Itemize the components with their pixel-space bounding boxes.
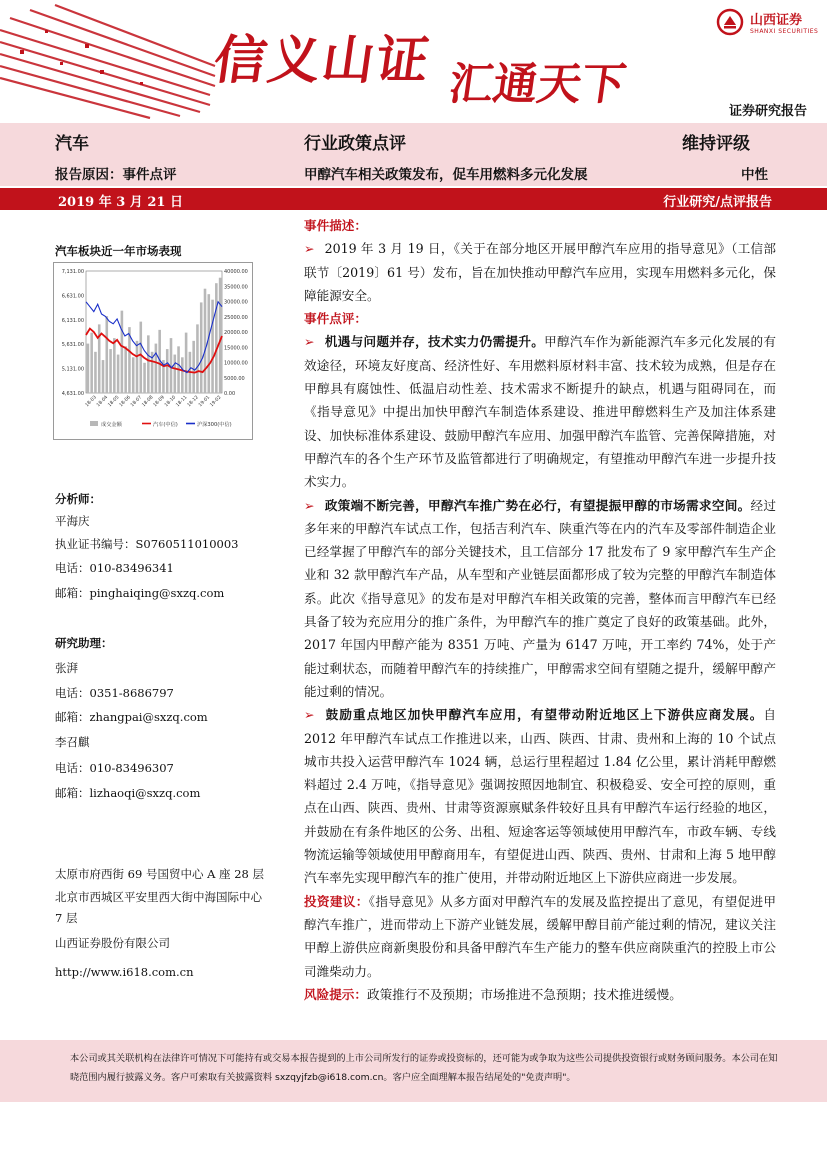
bullet-icon: ➢ xyxy=(304,334,315,350)
point2-title: 政策端不断完善，甲醇汽车推广势在必行，有望提振甲醇的市场需求空间。 xyxy=(324,497,751,513)
disclaimer-text: 本公司或其关联机构在法律许可情况下可能持有或交易本报告提到的上市公司所发行的证券或投资标的，还可能为或争取为这些公司提供投资银行或财务顾问服务。本公司在知晓范围内履行披露义务。客户可索取有关披露资料 sxzqyjfzb@i618.com.cn。客户应全面理解本报告结尾处的"免责声明"。 xyxy=(70,1053,778,1083)
bullet-icon: ➢ xyxy=(304,707,315,723)
right-axis-tick: 0.00 xyxy=(224,391,236,397)
volume-bar xyxy=(113,338,116,393)
right-axis-tick: 25000.00 xyxy=(224,314,248,321)
x-axis-tick: 18-03 xyxy=(84,395,98,409)
x-axis-tick: 18-07 xyxy=(130,395,144,409)
left-axis-tick: 7,131.00 xyxy=(61,269,84,275)
point3-text: 自 2012 年甲醇汽车试点工作推进以来，山西、陕西、甘肃、贵州和上海的 10 个试点城市共投入运营甲醇汽车 1024 辆，总运行里程超过 1.84 亿公里，累计消耗甲醇燃料超过 2.4 万吨，《指导意见》强调按照因地制宜、积极稳妥、安全可控的原则，重点在山西、陕西、贵州、甘肃等资源禀赋条件较好且具有甲醇汽车运行经验的地区，并鼓励在有条件地区的公务、出租、短途客运等领域使用甲醇汽车，市政车辆、专线物流运输等领域使用甲醇商用车，有望促进山西、陕西、贵州、甘肃和上海 5 地甲醇汽车率先实现甲醇汽车的推广使用，并带动附近地区上下游供应商进一步发展。 xyxy=(304,707,776,886)
volume-bar xyxy=(139,322,142,393)
assistant1-phone: 电话：0351-8686797 xyxy=(55,686,174,700)
volume-bar xyxy=(87,344,90,393)
x-axis-tick: 18-06 xyxy=(118,395,132,409)
risk-heading: 风险提示： xyxy=(304,986,367,1002)
volume-bar xyxy=(90,333,93,393)
main-content xyxy=(304,214,776,1006)
point1-text: 甲醇汽车作为新能源汽车多元化发展的有效途径，环境友好度高、经济性好、车用燃料原材料丰富、技术较为成熟，但是存在甲醇具有腐蚀性、低温启动性差、技术需求不断提升的缺点，机遇与阻碍同在，而《指导意见》中提出加快甲醇汽车制造体系建设、推进甲醇燃料生产及加注体系建设、加快标准体系建设、鼓励甲醇汽车应用、加强甲醇汽车监管、完善保障措施，对甲醇汽车的各个生产环节及监管都进行了明确规定，有望推动甲醇汽车进一步提升技术实力。 xyxy=(304,334,777,490)
right-axis-tick: 40000.00 xyxy=(224,269,248,275)
report-date: 2019 年 3 月 21 日 xyxy=(58,195,183,210)
volume-bar xyxy=(192,341,195,393)
bullet-icon: ➢ xyxy=(304,497,315,513)
rating-value: 中性 xyxy=(741,167,768,183)
point3-paragraph xyxy=(304,703,776,889)
volume-bar xyxy=(215,283,218,393)
volume-bar xyxy=(181,357,184,393)
volume-bar xyxy=(185,333,188,393)
analyst-name: 平海庆 xyxy=(55,514,90,528)
market-chart xyxy=(53,262,253,440)
x-axis-tick: 19-02 xyxy=(209,395,223,409)
slogan-main: 信义山证 xyxy=(210,30,435,91)
risk-text: 政策推行不及预期；市场推进不急预期；技术推进缓慢。 xyxy=(366,986,682,1002)
volume-bar xyxy=(105,316,108,393)
right-axis-tick: 30000.00 xyxy=(224,299,248,306)
volume-bar xyxy=(211,300,214,393)
volume-bar xyxy=(200,302,203,393)
point2-paragraph xyxy=(304,494,776,704)
right-axis-tick: 15000.00 xyxy=(224,345,248,352)
event-paragraph xyxy=(304,237,776,307)
assistant2-phone: 电话：010-83496307 xyxy=(55,761,174,775)
assistant2-name: 李召麒 xyxy=(55,735,90,749)
investment-text: 《指导意见》从多方面对甲醇汽车的发展及监控提出了意见，有望促进甲醇汽车推广，进而带动上下游产业链发展，缓解甲醇目前产能过剩的情况，建议关注甲醇上游供应商新奥股份和具备甲醇汽车生产能力的整车供应商陕重汽的控股上市公司潍柴动力。 xyxy=(304,893,777,979)
x-axis-tick: 18-12 xyxy=(186,395,200,409)
logo-mark-icon xyxy=(716,8,744,36)
volume-bar xyxy=(166,349,169,393)
bullet-icon: ➢ xyxy=(304,241,315,257)
website-link[interactable]: http://www.i618.com.cn xyxy=(55,965,194,979)
x-axis-tick: 19-01 xyxy=(198,395,212,409)
analyst-heading: 分析师： xyxy=(55,492,101,506)
address-taiyuan: 太原市府西街 69 号国贸中心 A 座 28 层 xyxy=(55,867,265,881)
left-axis-tick: 6,131.00 xyxy=(61,317,84,324)
right-axis-tick: 5000.00 xyxy=(224,375,245,382)
volume-bar xyxy=(124,346,127,393)
company-name: 山西证券股份有限公司 xyxy=(55,936,170,950)
x-axis-tick: 18-04 xyxy=(96,395,110,409)
right-axis-tick: 20000.00 xyxy=(224,330,248,336)
volume-bar xyxy=(143,363,146,393)
comment-heading: 事件点评： xyxy=(304,311,367,327)
volume-bar xyxy=(102,360,105,393)
volume-bar xyxy=(207,294,210,393)
logo-name-cn: 山西证券 xyxy=(750,13,803,28)
volume-bar xyxy=(155,344,158,393)
volume-bar xyxy=(94,352,97,393)
analyst-phone: 电话：010-83496341 xyxy=(55,561,174,575)
assistant2-email[interactable]: 邮箱：lizhaoqi@sxzq.com xyxy=(55,786,201,800)
logo-name-en: SHANXI SECURITIES xyxy=(750,28,819,35)
industry-label: 汽车 xyxy=(55,134,89,154)
right-axis-tick: 10000.00 xyxy=(224,360,248,367)
headline: 甲醇汽车相关政策发布，促车用燃料多元化发展 xyxy=(304,167,588,183)
category-label: 行业政策点评 xyxy=(304,134,406,154)
volume-bar xyxy=(173,355,176,393)
left-axis-tick: 5,631.00 xyxy=(61,342,84,349)
slogan-secondary: 汇通天下 xyxy=(445,59,629,110)
left-axis-tick: 6,631.00 xyxy=(61,293,84,300)
volume-bar xyxy=(117,355,120,393)
assistant1-email[interactable]: 邮箱：zhangpai@sxzq.com xyxy=(55,710,208,724)
risk-paragraph xyxy=(304,983,776,1006)
legend-swatch xyxy=(90,421,98,426)
left-axis-tick: 4,631.00 xyxy=(61,391,84,397)
volume-bar xyxy=(196,324,199,393)
x-axis-tick: 18-11 xyxy=(175,395,189,409)
legend-label: 沪深300(中信) xyxy=(197,422,232,428)
chart-title: 汽车板块近一年市场表现 xyxy=(55,244,182,258)
assistant1-name: 张湃 xyxy=(55,661,78,675)
report-type: 证券研究报告 xyxy=(728,104,807,119)
volume-bar xyxy=(147,335,150,393)
volume-bar xyxy=(121,311,124,393)
investment-paragraph xyxy=(304,890,776,983)
x-axis-tick: 18-08 xyxy=(141,395,155,409)
left-axis-tick: 5,131.00 xyxy=(61,366,84,373)
analyst-cert: 执业证书编号：S0760511010003 xyxy=(55,537,239,551)
chart-canvas xyxy=(54,263,252,439)
volume-bar xyxy=(204,289,207,393)
event-text: 2019 年 3 月 19 日，《关于在部分地区开展甲醇汽车应用的指导意见》（工信部联节〔2019〕61 号）发布，旨在加快推动甲醇汽车应用，实现车用燃料多元化，保障能源安全。 xyxy=(304,241,776,303)
right-axis-tick: 35000.00 xyxy=(224,284,248,291)
event-heading: 事件描述： xyxy=(304,218,367,233)
legend-label: 成交金额 xyxy=(101,422,122,428)
point1-title: 机遇与问题并存，技术实力仍需提升。 xyxy=(324,334,545,350)
address-beijing: 北京市西城区平安里西大街中海国际中心 7 层 xyxy=(55,890,262,925)
report-reason: 报告原因：事件点评 xyxy=(55,167,177,183)
volume-bar xyxy=(136,341,139,393)
assistant-heading: 研究助理： xyxy=(55,636,113,650)
point3-title: 鼓励重点地区加快甲醇汽车应用，有望带动附近地区上下游供应商发展。 xyxy=(324,707,764,723)
rating-label: 维持评级 xyxy=(682,134,750,154)
report-kind: 行业研究/点评报告 xyxy=(663,195,772,210)
x-axis-tick: 18-10 xyxy=(164,395,178,409)
legend-label: 汽车(中信) xyxy=(153,422,178,428)
investment-heading: 投资建议： xyxy=(304,893,369,909)
x-axis-tick: 18-09 xyxy=(152,395,166,409)
company-logo xyxy=(716,8,818,36)
volume-bar xyxy=(109,349,112,393)
x-axis-tick: 18-05 xyxy=(107,395,121,409)
point1-paragraph xyxy=(304,330,776,493)
point2-text: 经过多年来的甲醇汽车试点工作，包括吉利汽车、陕重汽等在内的汽车及零部件制造企业已经掌握了甲醇汽车的部分关键技术，且工信部分 17 批发布了 9 家甲醇汽车生产企业和 32 款甲醇汽车产品，从车型和产业链层面都形成了较为完整的甲醇汽车制造体系。此次《指导意见》的发布是对甲醇汽车相关政策的完善，整体而言甲醇汽车已经具备了较为充应用分的推广条件，为甲醇汽车的推广奠定了良好的政策基础。此外，2017 年国内甲醇产能为 8351 万吨、产量为 6147 万吨，开工率约 74%，处于产能过剩状态，而随着甲醇汽车的持续推广，甲醇需求空间有望随之提升，缓解甲醇产能过剩的情况。 xyxy=(304,497,777,699)
volume-bar xyxy=(132,357,135,393)
volume-bar xyxy=(219,278,222,393)
analyst-email[interactable]: 邮箱：pinghaiqing@sxzq.com xyxy=(55,586,225,600)
